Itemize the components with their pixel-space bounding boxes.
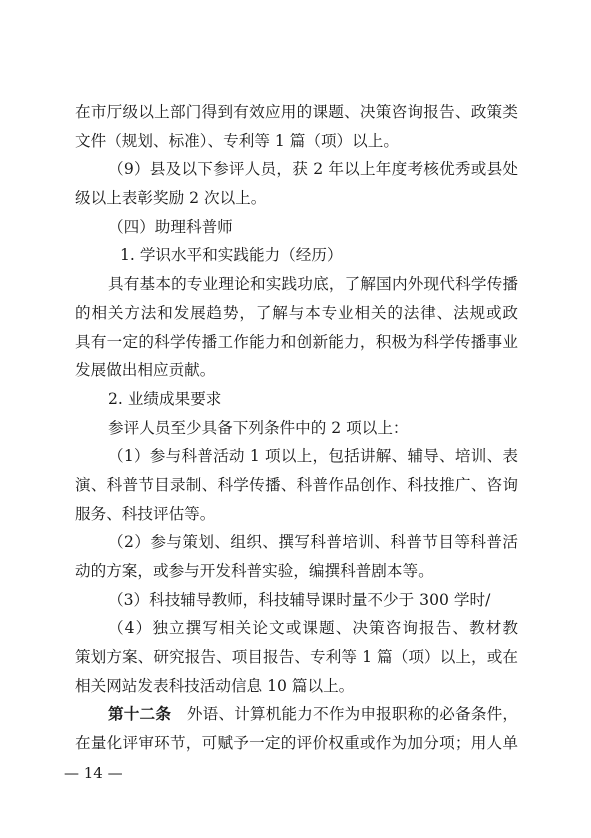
section-heading: （四）助理科普师 xyxy=(108,217,233,236)
text-line: 的相关方法和发展趋势，了解与本专业相关的法律、法规或政 xyxy=(75,303,518,322)
page-number: — 14 — xyxy=(64,764,123,782)
text-line: 具有基本的专业理论和实践功底，了解国内外现代科学传播 xyxy=(108,275,518,294)
document-body xyxy=(75,98,518,758)
text-line: 级以上表彰奖励 2 次以上。 xyxy=(75,189,267,208)
text-line: 发展做出相应贡献。 xyxy=(75,361,216,380)
article-text: 外语、计算机能力不作为申报职称的必备条件， xyxy=(186,705,518,724)
text-line: 在市厅级以上部门得到有效应用的课题、决策咨询报告、政策类 xyxy=(75,103,518,121)
subsection-heading: 1. 学识水平和实践能力（经历） xyxy=(120,246,343,265)
text-line: 在量化评审环节，可赋予一定的评价权重或作为加分项；用人单 xyxy=(75,734,518,753)
article-line xyxy=(75,700,518,729)
text-line: （3）科技辅导教师，科技辅导课时量不少于 300 学时/ xyxy=(108,590,491,609)
text-line: 服务、科技评估等。 xyxy=(75,504,216,523)
text-line: 相关网站发表科技活动信息 10 篇以上。 xyxy=(75,676,355,695)
text-line: （1）参与科普活动 1 项以上，包括讲解、辅导、培训、表 xyxy=(108,447,518,466)
text-line: 具有一定的科学传播工作能力和创新能力，积极为科学传播事业 xyxy=(75,332,518,351)
text-line: 参评人员至少具备下列条件中的 2 项以上： xyxy=(108,418,409,437)
text-line: （9）县及以下参评人员，获 2 年以上年度考核优秀或县处 xyxy=(108,160,518,179)
subsection-heading: 2. 业绩成果要求 xyxy=(108,389,222,408)
text-line: （2）参与策划、组织、撰写科普培训、科普节目等科普活 xyxy=(108,533,518,552)
text-line: 演、科普节目录制、科学传播、科普作品创作、科技推广、咨询 xyxy=(75,475,518,494)
text-line: 策划方案、研究报告、项目报告、专利等 1 篇（项）以上，或在 xyxy=(75,648,518,667)
text-line: （4）独立撰写相关论文或课题、决策咨询报告、教材教 xyxy=(108,619,518,638)
article-label: 第十二条 xyxy=(108,704,172,724)
text-line: 文件（规划、标准）、专利等 1 篇（项）以上。 xyxy=(75,131,399,150)
text-line: 动的方案，或参与开发科普实验，编撰科普剧本等。 xyxy=(75,562,434,580)
